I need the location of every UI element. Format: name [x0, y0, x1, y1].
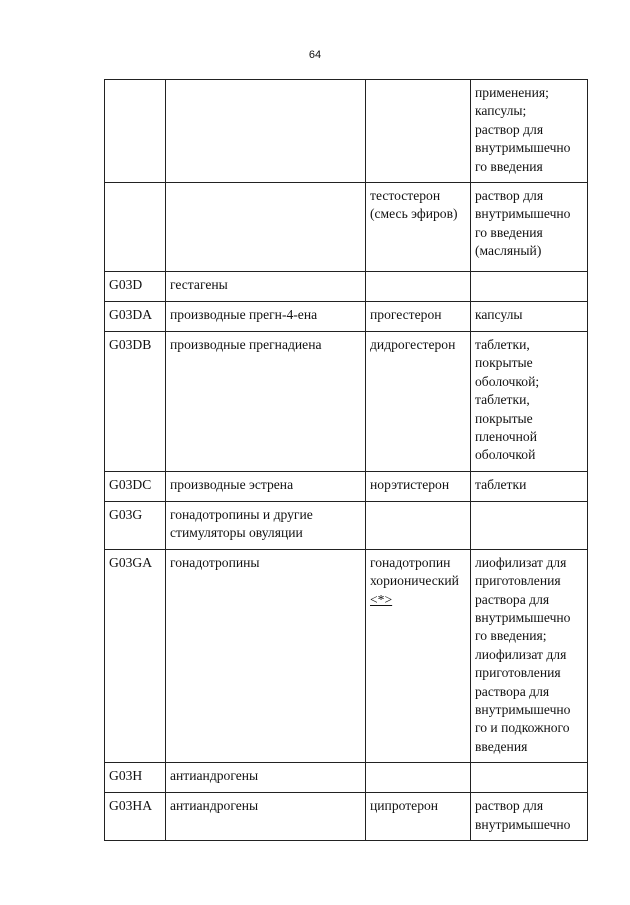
atc-code-cell: G03HA — [105, 793, 166, 841]
group-name-cell — [166, 183, 366, 272]
group-name-cell: гонадотропины и другие стимуляторы овуляции — [166, 501, 366, 549]
table-row — [105, 763, 588, 793]
table-row — [105, 549, 588, 762]
group-name-cell: гонадотропины — [166, 549, 366, 762]
drug-name-cell — [366, 501, 471, 549]
table-row — [105, 501, 588, 549]
drug-name-cell: тестостерон (смесь эфиров) — [366, 183, 471, 272]
atc-code-cell: G03G — [105, 501, 166, 549]
drug-name-cell — [366, 549, 471, 762]
table-row — [105, 302, 588, 332]
dosage-form-cell: применения; капсулы; раствор для внутримышечно го введения — [471, 80, 588, 183]
group-name-cell: гестагены — [166, 272, 366, 302]
dosage-form-cell — [471, 763, 588, 793]
group-name-cell: производные прегн-4-ена — [166, 302, 366, 332]
group-name-cell — [166, 80, 366, 183]
drug-name-cell — [366, 80, 471, 183]
table-row — [105, 80, 588, 183]
group-name-cell: производные прегнадиена — [166, 332, 366, 472]
table-row — [105, 793, 588, 841]
dosage-form-cell — [471, 501, 588, 549]
atc-code-cell: G03D — [105, 272, 166, 302]
page-number: 64 — [308, 49, 322, 61]
drug-name-cell: прогестерон — [366, 302, 471, 332]
drug-name-cell — [366, 272, 471, 302]
group-name-cell: антиандрогены — [166, 793, 366, 841]
table-row — [105, 332, 588, 472]
atc-code-cell: G03DC — [105, 471, 166, 501]
atc-code-cell: G03DA — [105, 302, 166, 332]
dosage-form-cell: лиофилизат для приготовления раствора для внутримышечно го введения; лиофилизат для приготовления раствора для внутримышечно го и подкожного введения — [471, 549, 588, 762]
drug-name: гонадотропин хорионический — [370, 554, 459, 589]
group-name-cell: производные эстрена — [166, 471, 366, 501]
dosage-form-cell: таблетки — [471, 471, 588, 501]
atc-code-cell — [105, 183, 166, 272]
drug-name-cell: норэтистерон — [366, 471, 471, 501]
group-name-cell: антиандрогены — [166, 763, 366, 793]
table-row — [105, 272, 588, 302]
atc-code-cell: G03H — [105, 763, 166, 793]
drug-name-cell — [366, 763, 471, 793]
drug-table — [104, 79, 588, 841]
dosage-form-cell: капсулы — [471, 302, 588, 332]
dosage-form-cell — [471, 272, 588, 302]
atc-code-cell: G03GA — [105, 549, 166, 762]
footnote-link[interactable]: <*> — [370, 591, 393, 607]
table-row — [105, 183, 588, 272]
dosage-form-cell: таблетки, покрытые оболочкой; таблетки, покрытые пленочной оболочкой — [471, 332, 588, 472]
atc-code-cell — [105, 80, 166, 183]
atc-code-cell: G03DB — [105, 332, 166, 472]
drug-name-cell: дидрогестерон — [366, 332, 471, 472]
dosage-form-cell: раствор для внутримышечно — [471, 793, 588, 841]
dosage-form-cell: раствор для внутримышечно го введения (масляный) — [471, 183, 588, 272]
table-row — [105, 471, 588, 501]
drug-name-cell: ципротерон — [366, 793, 471, 841]
